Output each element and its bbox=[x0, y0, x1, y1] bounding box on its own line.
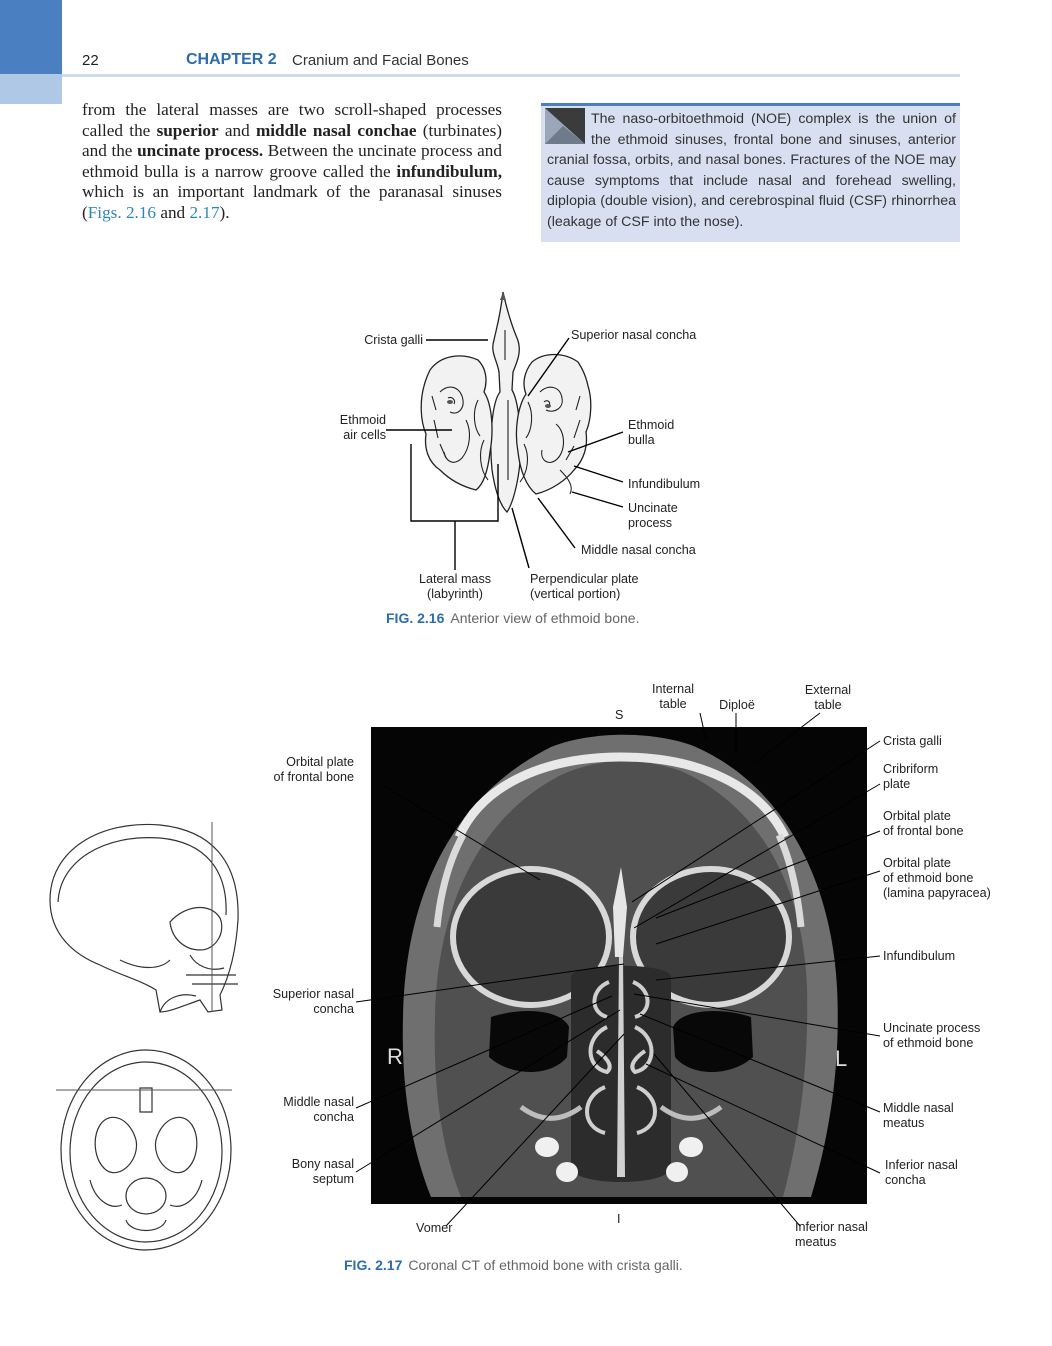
body-text-run: (turbinates) and the bbox=[82, 120, 503, 161]
label-line: of frontal bone bbox=[273, 770, 354, 784]
label-line: meatus bbox=[795, 1235, 837, 1249]
ct-letter-s: S bbox=[615, 708, 624, 722]
label-line: concha bbox=[885, 1173, 926, 1187]
label-line: Cribriform bbox=[883, 762, 939, 776]
label-line: External bbox=[804, 683, 852, 697]
figure-2-17-caption bbox=[344, 1257, 683, 1273]
caption-text: Anterior view of ethmoid bone. bbox=[450, 610, 640, 626]
label-uncinate-process-ct bbox=[883, 1021, 980, 1051]
ct-letter-i: I bbox=[617, 1212, 621, 1226]
callout-text: The naso-orbitoethmoid (NOE) complex is the union of the ethmoid sinuses, frontal bone and sinuses, anterior cranial fossa, orbits, and nasal bones. Fractures of the NOE may cause symptoms that include nasal and forehead swelling, diplopia (double vision), and cerebrospinal fluid (CSF) rhinorrhea (leakage of CSF into the nose). bbox=[547, 111, 956, 230]
label-line: Inferior nasal bbox=[795, 1220, 868, 1234]
label-diploe: Diploë bbox=[719, 698, 755, 712]
label-superior-nasal-concha bbox=[240, 987, 354, 1017]
label-bony-nasal-septum bbox=[240, 1157, 354, 1187]
chapter-title: Cranium and Facial Bones bbox=[292, 52, 469, 69]
label-line: (vertical portion) bbox=[530, 587, 621, 601]
body-text-run: ). bbox=[219, 202, 230, 222]
term-infundibulum: infundibulum, bbox=[396, 161, 502, 181]
label-crista-galli-ct: Crista galli bbox=[883, 734, 942, 748]
label-line: table bbox=[659, 697, 687, 711]
label-line: Uncinate bbox=[628, 501, 678, 515]
label-line: Middle nasal bbox=[283, 1095, 354, 1109]
body-text-run: and bbox=[156, 202, 190, 222]
caption-number: FIG. 2.17 bbox=[344, 1257, 403, 1273]
label-line: meatus bbox=[883, 1116, 925, 1130]
label-line: Orbital plate bbox=[883, 809, 951, 823]
chapter-label: CHAPTER 2 bbox=[186, 51, 277, 68]
label-line: Lateral mass bbox=[418, 572, 492, 586]
label-inferior-nasal-concha bbox=[885, 1158, 958, 1188]
label-line: concha bbox=[313, 1002, 354, 1016]
term-middle-nasal-conchae: middle nasal conchae bbox=[255, 120, 417, 140]
label-line: of frontal bone bbox=[883, 824, 964, 838]
body-text-run: which is an important landmark of the paranasal sinuses ( bbox=[82, 182, 502, 222]
body-text-run: Between the uncinate process and ethmoid bulla is a narrow groove called the bbox=[82, 141, 502, 181]
label-line: Internal bbox=[651, 682, 694, 696]
label-orbital-plate-frontal-left bbox=[240, 755, 354, 785]
label-line: Inferior nasal bbox=[885, 1158, 958, 1172]
label-line: Orbital plate bbox=[883, 856, 951, 870]
label-line: concha bbox=[313, 1110, 354, 1124]
label-orbital-plate-frontal-right bbox=[883, 809, 964, 839]
label-line: air cells bbox=[343, 428, 386, 442]
label-cribriform-plate bbox=[883, 762, 938, 792]
ct-letter-l: L bbox=[835, 1046, 848, 1071]
term-uncinate-process: uncinate process. bbox=[137, 141, 264, 161]
label-line: process bbox=[628, 516, 673, 530]
label-line: Perpendicular plate bbox=[530, 572, 639, 586]
label-line: (labyrinth) bbox=[427, 587, 483, 601]
body-text-run: from the lateral masses are two scroll-shaped processes called the bbox=[82, 100, 502, 140]
term-superior: superior bbox=[156, 120, 219, 140]
label-external-table bbox=[796, 683, 860, 713]
label-line: Orbital plate bbox=[286, 755, 354, 769]
label-line: Superior nasal bbox=[272, 987, 354, 1001]
label-inferior-nasal-meatus bbox=[795, 1220, 868, 1250]
caption-number: FIG. 2.16 bbox=[386, 610, 445, 626]
label-line: of ethmoid bone bbox=[883, 1036, 974, 1050]
label-superior-nasal-concha: Superior nasal concha bbox=[571, 328, 697, 342]
label-orbital-plate-ethmoid bbox=[883, 856, 991, 901]
label-line: Bony nasal bbox=[291, 1157, 354, 1171]
ct-letter-r: R bbox=[387, 1044, 403, 1069]
label-internal-table bbox=[643, 682, 703, 712]
label-line: septum bbox=[312, 1172, 354, 1186]
caption-text: Coronal CT of ethmoid bone with crista galli. bbox=[408, 1257, 683, 1273]
figure-link-2-16[interactable]: Figs. 2.16 bbox=[87, 202, 157, 222]
label-middle-nasal-concha bbox=[240, 1095, 354, 1125]
label-line: Middle nasal bbox=[883, 1101, 954, 1115]
label-line: Ethmoid bbox=[628, 418, 675, 432]
page-number: 22 bbox=[82, 52, 99, 69]
label-crista-galli: Crista galli bbox=[364, 333, 423, 347]
body-text-run: and bbox=[218, 120, 256, 140]
label-infundibulum-ct: Infundibulum bbox=[883, 949, 956, 963]
label-line: bulla bbox=[628, 433, 655, 447]
label-line: of ethmoid bone bbox=[883, 871, 974, 885]
label-line: (lamina papyracea) bbox=[883, 886, 991, 900]
label-middle-nasal-meatus bbox=[883, 1101, 954, 1131]
label-line: plate bbox=[883, 777, 911, 791]
label-line: table bbox=[814, 698, 842, 712]
label-infundibulum: Infundibulum bbox=[628, 477, 701, 491]
label-line: Ethmoid bbox=[339, 413, 386, 427]
label-middle-nasal-concha: Middle nasal concha bbox=[581, 543, 696, 557]
label-vomer: Vomer bbox=[416, 1221, 453, 1235]
label-line: Uncinate process bbox=[883, 1021, 981, 1035]
figure-link-2-17[interactable]: 2.17 bbox=[189, 202, 220, 222]
